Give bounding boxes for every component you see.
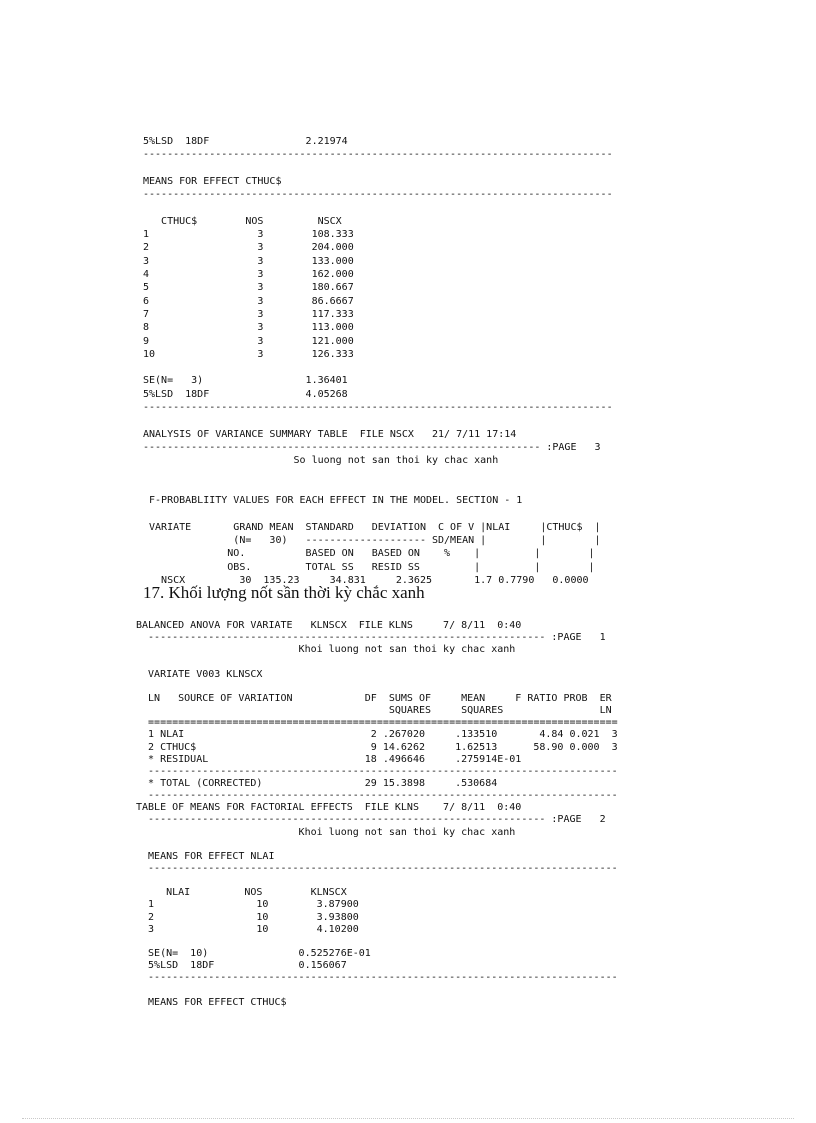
output-line: * RESIDUAL 18 .496646 .275914E-01 [136,753,522,765]
output-line: 1 3 108.333 [143,229,354,241]
output-line: ------------------------------------------------------------------------------ [136,863,618,874]
output-line: SE(N= 3) 1.36401 [143,375,348,387]
output-line: ------------------------------------------------------------------------------ [143,402,613,413]
output-line: TABLE OF MEANS FOR FACTORIAL EFFECTS FILE KLNS 7/ 8/11 0:40 [136,802,522,814]
output-line: 1 10 3.87900 [136,899,359,911]
output-line: F-PROBABLIITY VALUES FOR EACH EFFECT IN THE MODEL. SECTION - 1 [143,495,523,507]
output-line: ------------------------------------------------------------------------------ [136,765,618,777]
output-line: MEANS FOR EFFECT NLAI [136,850,275,862]
output-line: 10 3 126.333 [143,348,354,360]
output-line: 2 CTHUC$ 9 14.6262 1.62513 58.90 0.000 3 [136,741,618,753]
output-line: So luong not san thoi ky chac xanh [143,455,499,467]
output-line: MEANS FOR EFFECT CTHUC$ [136,996,287,1008]
output-line: ------------------------------------------------------------------ :PAGE 1 [136,632,606,644]
output-line: ------------------------------------------------------------------------------ [136,972,618,984]
output-line: 5%LSD 18DF 4.05268 [143,388,348,400]
output-line: VARIATE GRAND MEAN STANDARD DEVIATION C OF V |NLAI |CTHUC$ | [143,521,601,533]
output-line: 9 3 121.000 [143,335,354,347]
output-line: ------------------------------------------------------------------------------ [136,790,618,802]
output-line: NO. BASED ON BASED ON % | | | [143,548,595,560]
output-line: ============================================================================== [136,717,618,729]
output-line: ------------------------------------------------------------------------------ [143,189,613,201]
output-line: 8 3 113.000 [143,322,354,334]
output-line: 3 10 4.10200 [136,923,359,935]
output-line: 5%LSD 18DF 2.21974 [143,136,348,147]
output-line: SQUARES SQUARES LN [136,705,612,717]
output-line: 5 3 180.667 [143,282,354,294]
output-line: BALANCED ANOVA FOR VARIATE KLNSCX FILE KLNS 7/ 8/11 0:40 [136,620,522,631]
output-line: Khoi luong not san thoi ky chac xanh [136,826,516,838]
output-line: NSCX 30 135.23 34.831 2.3625 1.7 0.7790 0.0000 [143,574,589,586]
output-line: CTHUC$ NOS NSCX [143,215,342,227]
output-line: Khoi luong not san thoi ky chac xanh [136,644,516,656]
output-line: ANALYSIS OF VARIANCE SUMMARY TABLE FILE NSCX 21/ 7/11 17:14 [143,428,517,440]
output-line: MEANS FOR EFFECT CTHUC$ [143,175,282,187]
output-line: SE(N= 10) 0.525276E-01 [136,948,371,960]
output-line: ------------------------------------------------------------------ :PAGE 3 [143,441,601,453]
output-line: VARIATE V003 KLNSCX [136,668,263,680]
page-bottom-divider [22,1118,794,1119]
output-line: 5%LSD 18DF 0.156067 [136,960,347,972]
section-heading: 17. Khối lượng nốt sần thời kỳ chắc xanh [143,583,425,602]
output-line: LN SOURCE OF VARIATION DF SUMS OF MEAN F RATIO PROB ER [136,692,612,704]
output-line: (N= 30) -------------------- SD/MEAN | | | [143,535,601,546]
output-line: 7 3 117.333 [143,308,354,320]
output-line: NLAI NOS KLNSCX [136,887,347,899]
output-line: OBS. TOTAL SS RESID SS | | | [143,561,595,573]
output-line: 2 3 204.000 [143,242,354,254]
output-line: ------------------------------------------------------------------ :PAGE 2 [136,814,606,826]
output-line: 4 3 162.000 [143,269,354,280]
output-line: 1 NLAI 2 .267020 .133510 4.84 0.021 3 [136,729,618,741]
output-line: ------------------------------------------------------------------------------ [143,149,613,161]
output-line: 6 3 86.6667 [143,295,354,307]
output-line: 3 3 133.000 [143,255,354,267]
output-line: * TOTAL (CORRECTED) 29 15.3898 .530684 [136,777,498,789]
output-line: 2 10 3.93800 [136,911,359,923]
